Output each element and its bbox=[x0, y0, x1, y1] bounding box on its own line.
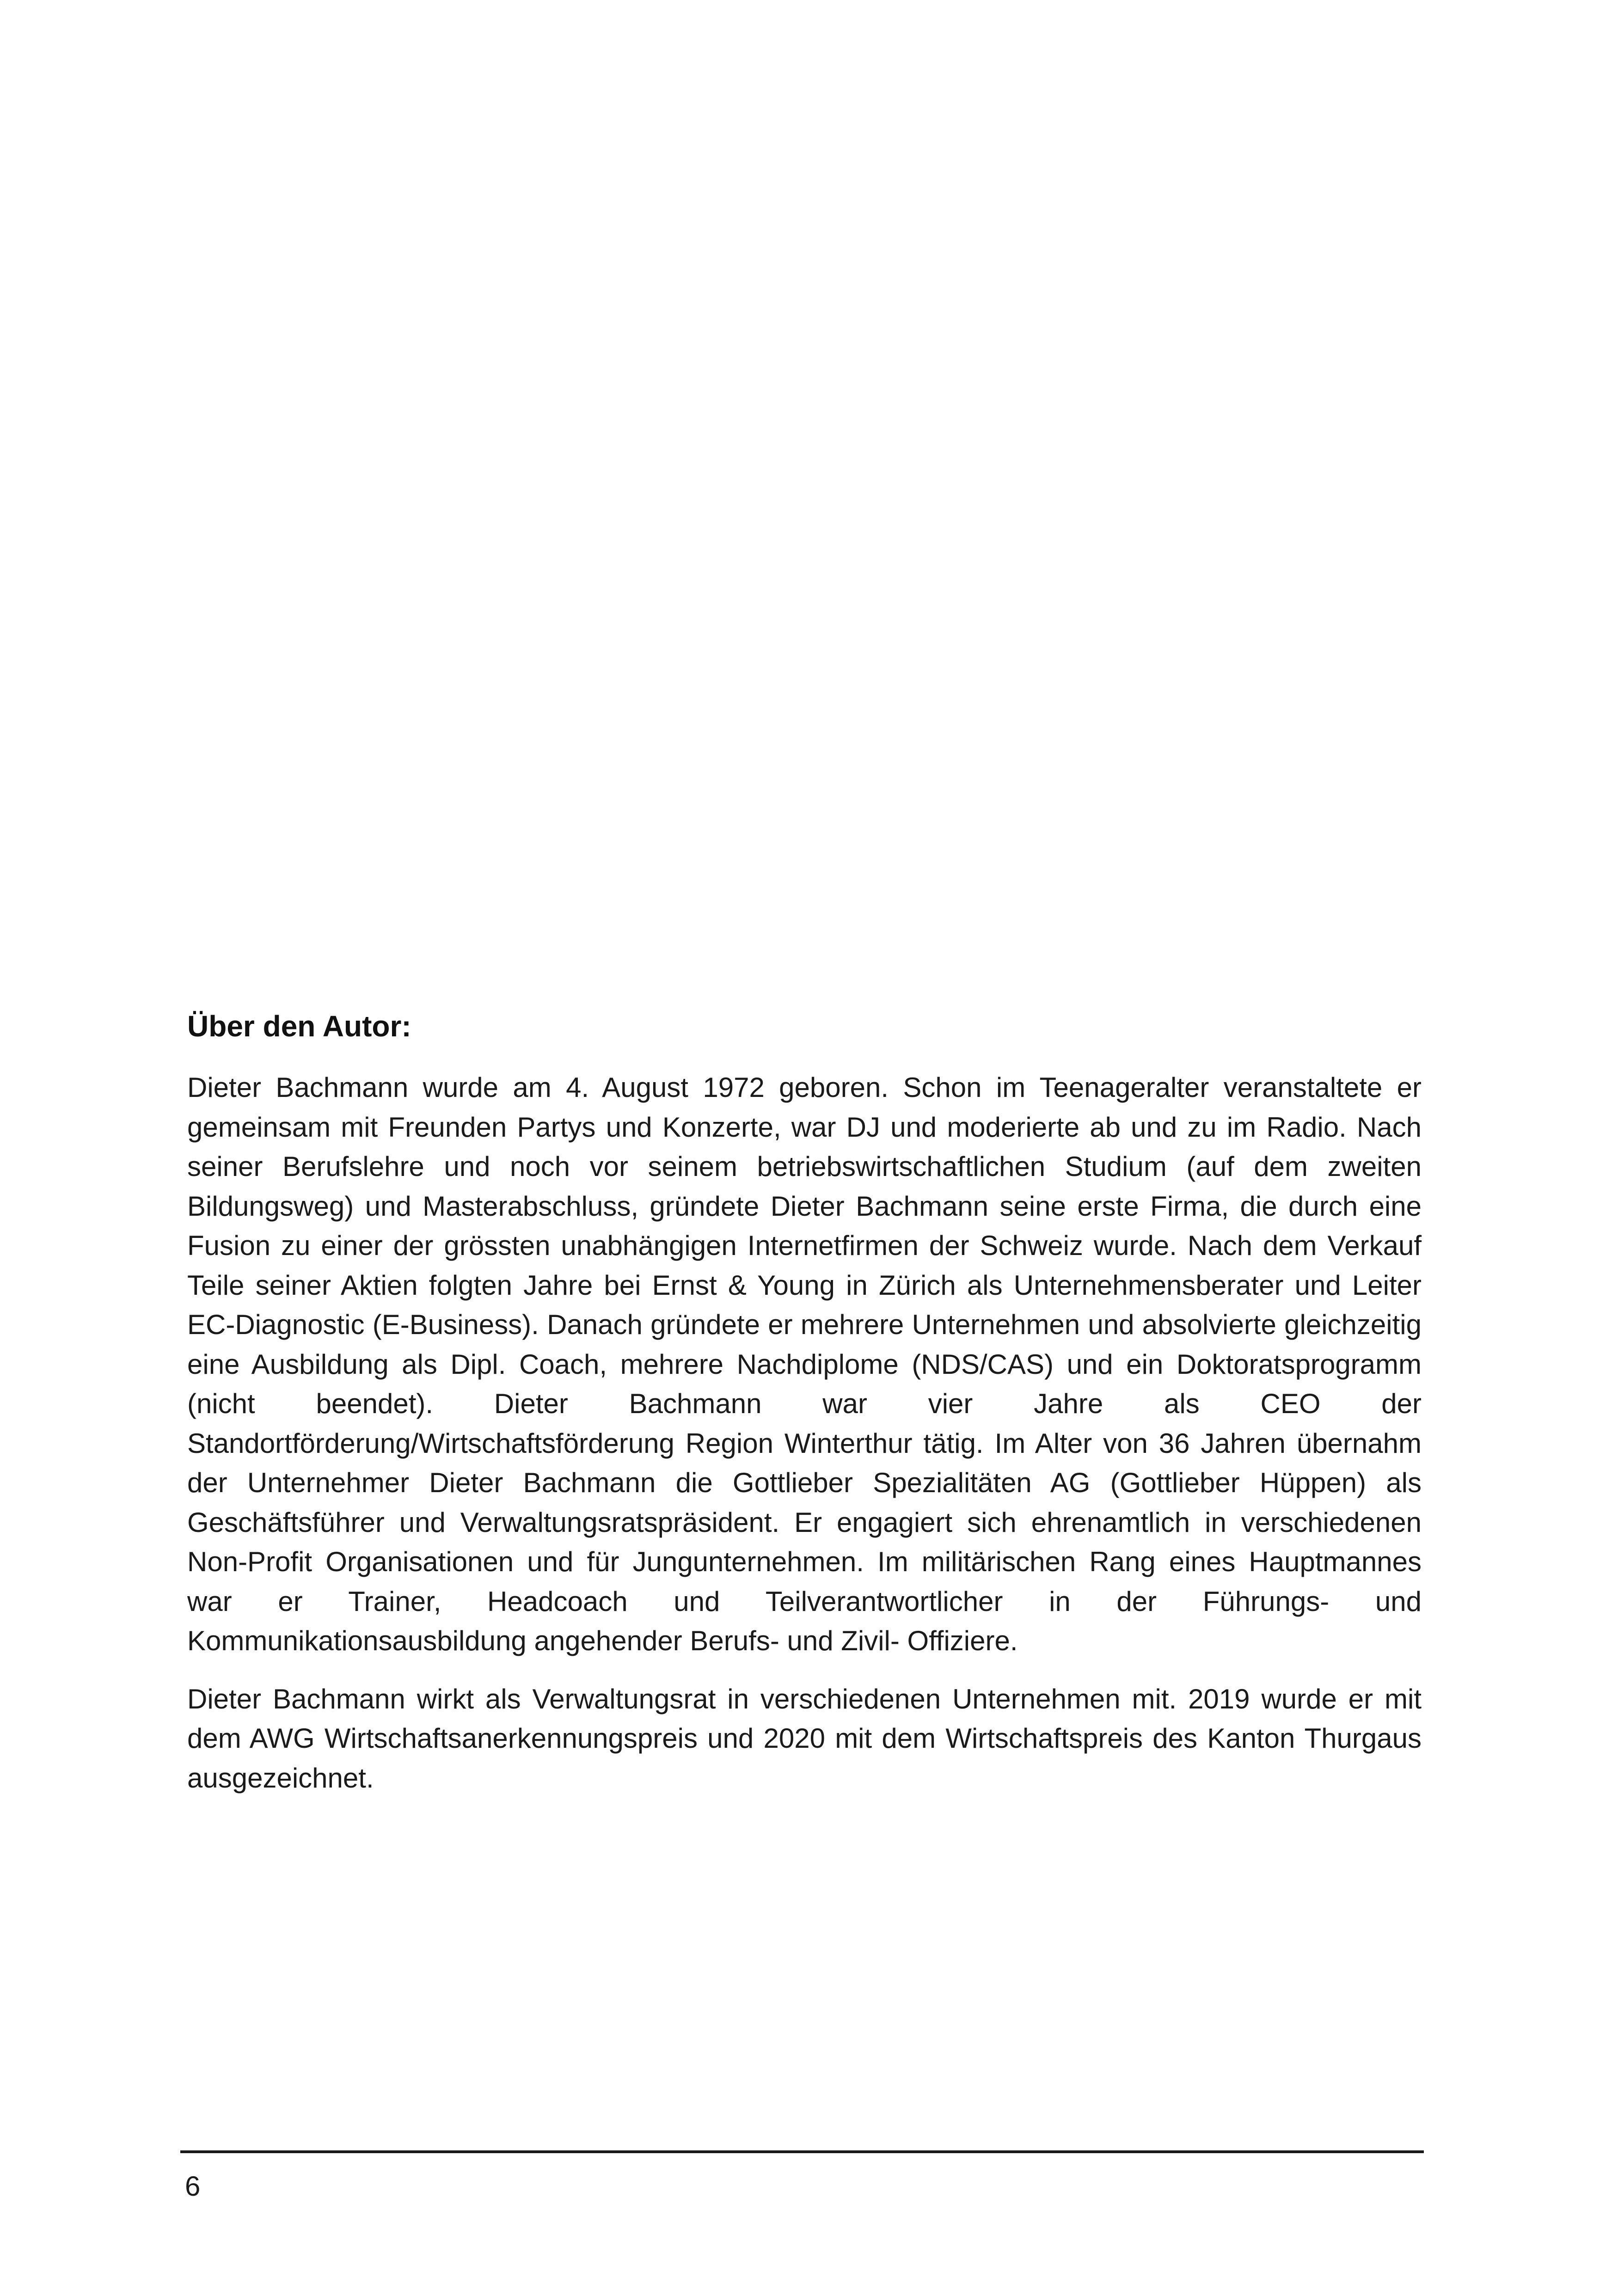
footer-divider bbox=[180, 2150, 1424, 2153]
awards-paragraph: Dieter Bachmann wirkt als Verwaltungsrat in verschiedenen Unternehmen mit. 2019 wurde er mit dem AWG Wirtschaftsanerkennungspreis und 2020 mit dem Wirtschaftspreis des Kanton Thurgaus ausgezeichnet. bbox=[187, 1683, 1422, 1794]
biography-paragraph: Dieter Bachmann wurde am 4. August 1972 geboren. Schon im Teenageralter veranstaltete er gemeinsam mit Freunden Partys und Konzerte, war DJ und moderierte ab und zu im Radio. Nach seiner Berufslehre und noch vor seinem betriebswirtschaftlichen Studium (auf dem zweiten Bildungsweg) und Masterabschluss, gründete Dieter Bachmann seine erste Firma, die durch eine Fusion zu einer der grössten unabhängigen Internetfirmen der Schweiz wurde. Nach dem Verkauf Teile seiner Aktien folgten Jahre bei Ernst & Young in Zürich als Unternehmensberater und Leiter EC-Diagnostic (E-Business). Danach gründete er mehrere Unternehmen und absolvierte gleichzeitig eine Ausbildung als Dipl. Coach, mehrere Nachdiplome (NDS/CAS) und ein Doktoratsprogramm (nicht beendet). Dieter Bachmann war vier Jahre als CEO der Standortförderung/Wirtschaftsförderung Region Winterthur tätig. Im Alter von 36 Jahren übernahm der Unternehmer Dieter Bachmann die Gottlieber Spezialitäten AG (Gottlieber Hüppen) als Geschäftsführer und Verwaltungsratspräsident. Er engagiert sich ehrenamtlich in verschiedenen Non-Profit Organisationen und für Jungunternehmen. Im militärischen Rang eines Hauptmannes war er Trainer, Headcoach und Teilverantwortlicher in der Führungs- und Kommunikationsausbildung angehender Berufs- und Zivil- Offiziere. bbox=[187, 1072, 1422, 1656]
section-heading: Über den Autor: bbox=[187, 1010, 411, 1043]
page-number: 6 bbox=[185, 2171, 201, 2202]
about-author-section bbox=[187, 1008, 1422, 1816]
